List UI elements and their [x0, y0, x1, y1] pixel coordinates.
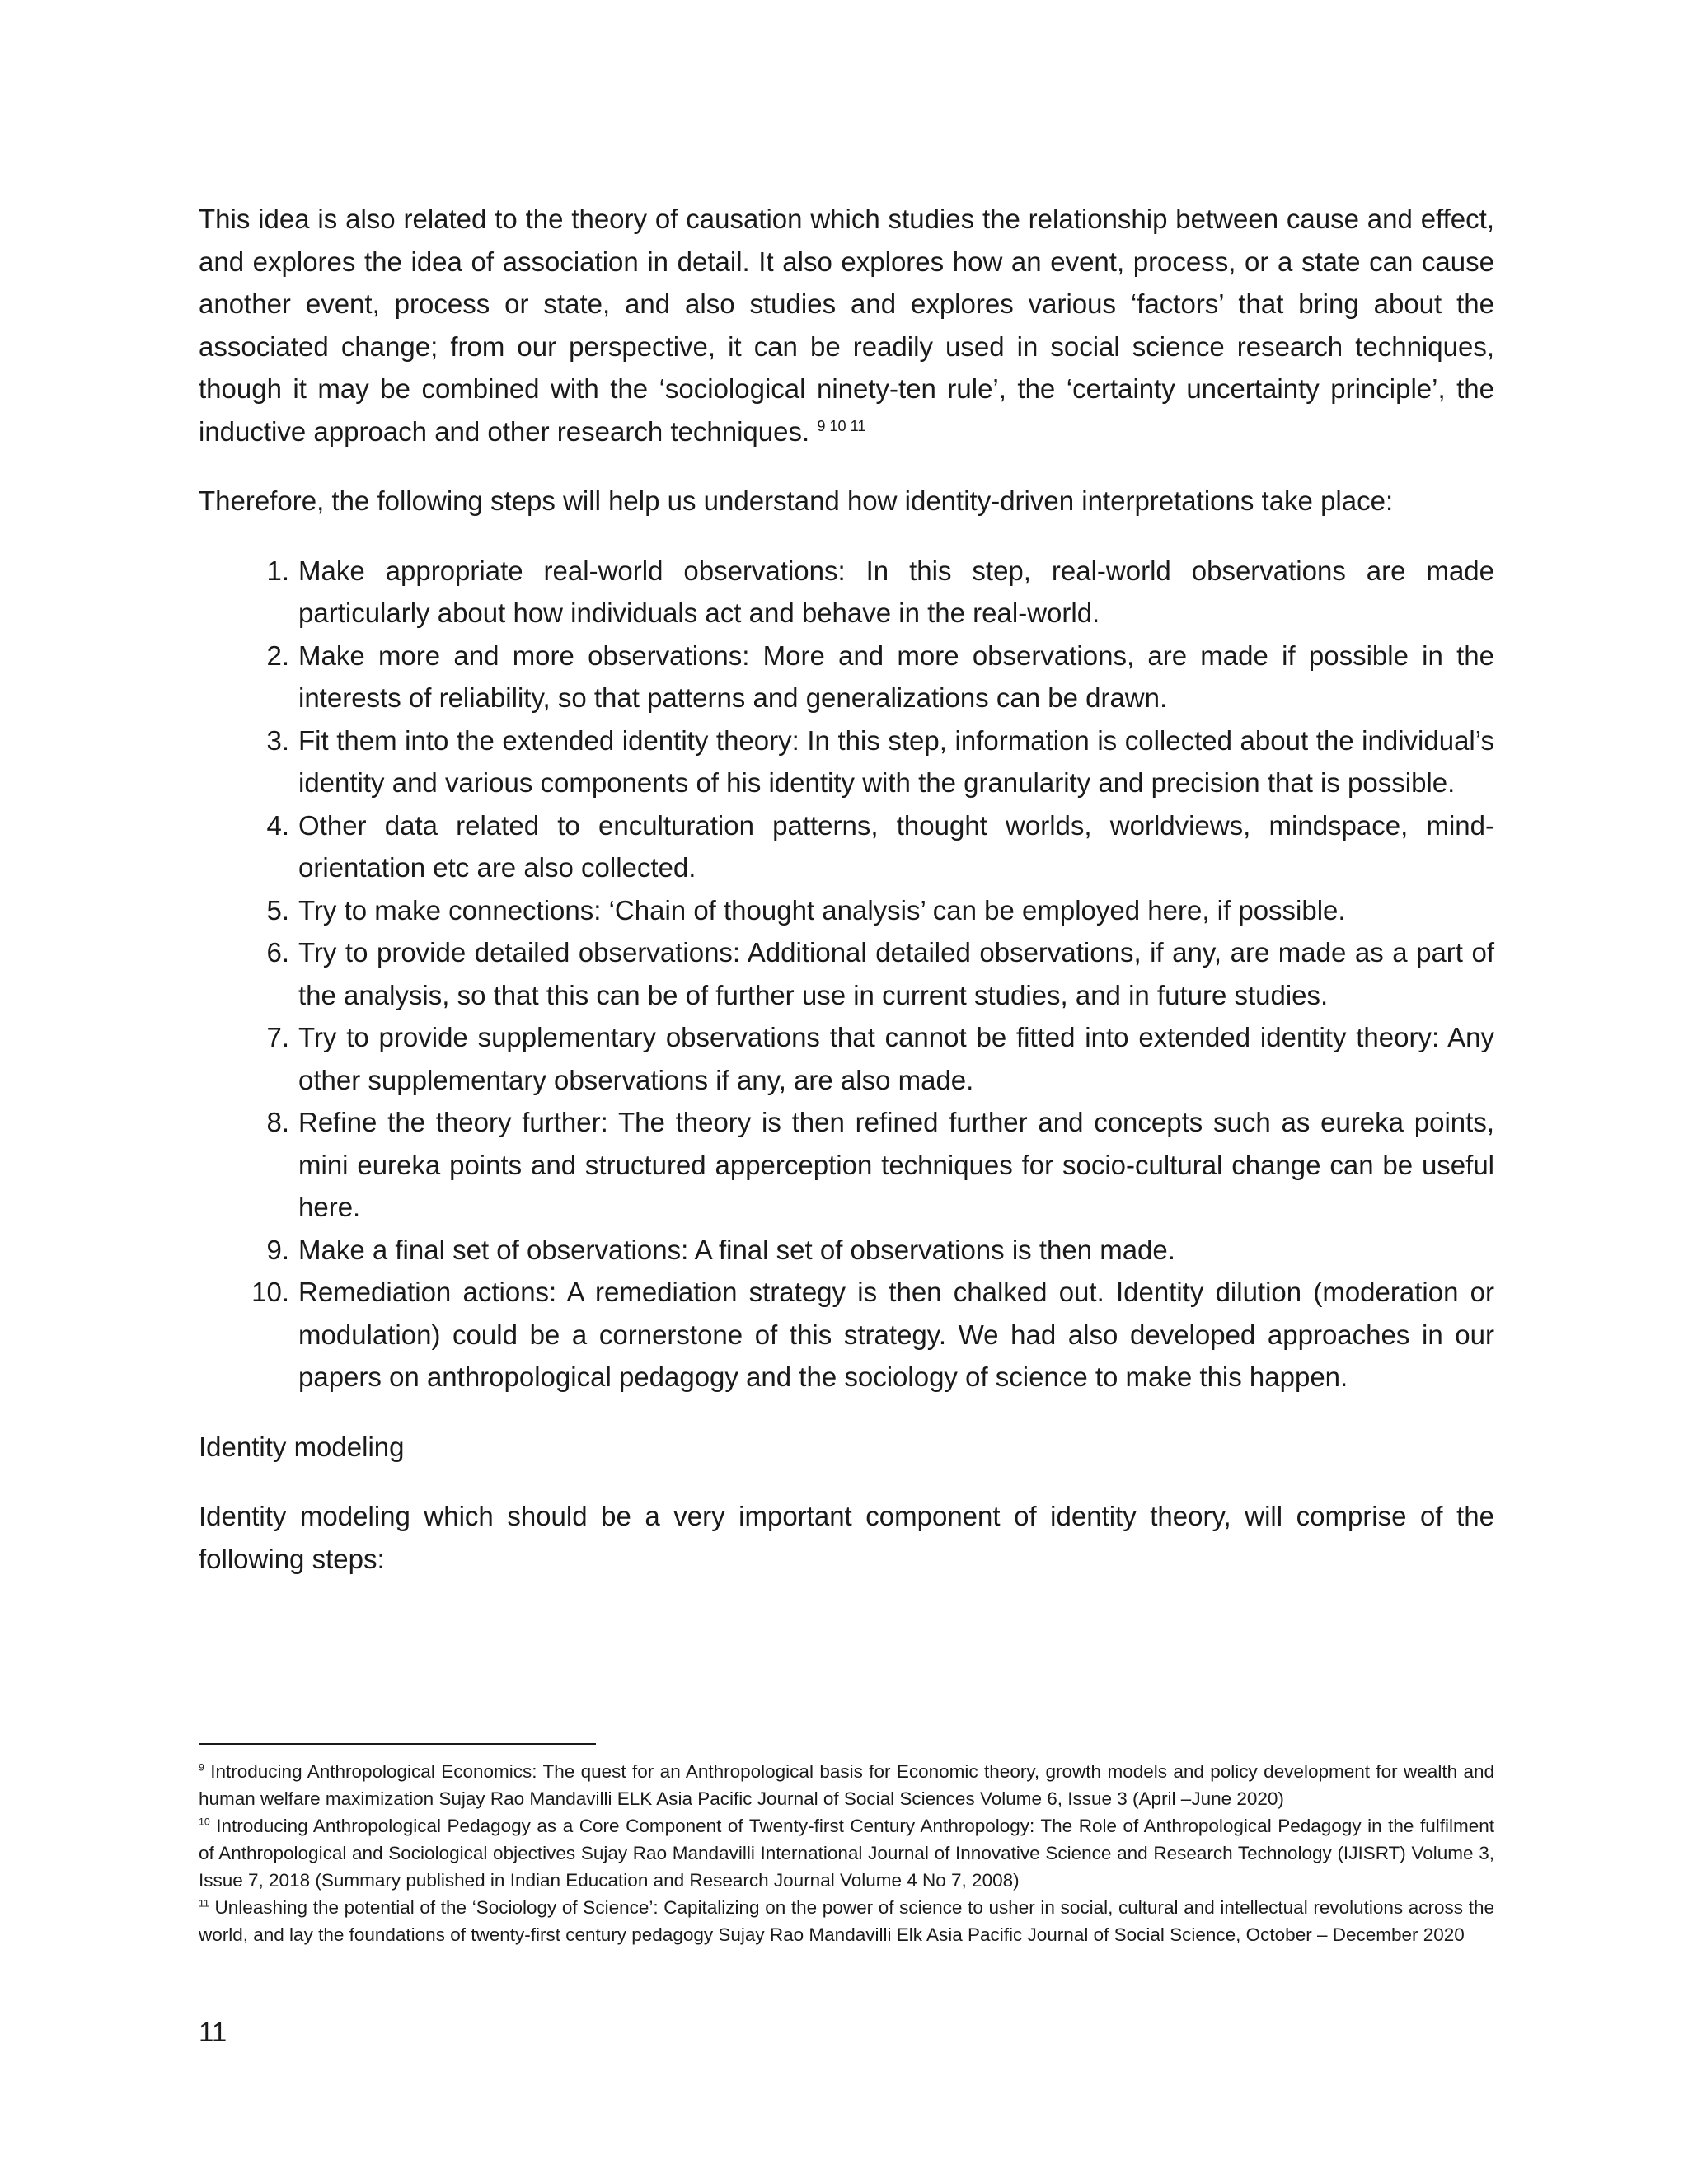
list-item-number: 9. [266, 1234, 289, 1265]
list-item-number: 7. [266, 1022, 289, 1052]
list-item-text: Make more and more observations: More and more observations, are made if possible in the interests of reliability, so that patterns and generalizations can be drawn. [298, 640, 1494, 713]
section-intro: Identity modeling which should be a very important component of identity theory, will comprise of the following steps: [199, 1501, 1494, 1574]
list-item [199, 635, 1494, 719]
list-item-text: Try to provide supplementary observations that cannot be fitted into extended identity theory: Any other supplementary observations if any, are also made. [298, 1022, 1494, 1095]
section-heading: Identity modeling [199, 1431, 405, 1462]
list-item-number: 2. [266, 640, 289, 671]
list-item [199, 719, 1494, 804]
list-item-text: Remediation actions: A remediation strategy is then chalked out. Identity dilution (moderation or modulation) could be a cornerstone of this strategy. We had also developed approaches in our papers on anthropological pedagogy and the sociology of science to make this happen. [298, 1277, 1494, 1392]
footnote-text: Introducing Anthropological Economics: The quest for an Anthropological basis for Economic theory, growth models and policy development for wealth and human welfare maximization Sujay Rao Mandavilli ELK Asia Pacific Journal of Social Sciences Volume 6, Issue 3 (April –June 2020) [199, 1761, 1494, 1809]
list-item [199, 889, 1494, 932]
list-item-text: Fit them into the extended identity theory: In this step, information is collected about the individual’s identity and various components of his identity with the granularity and precision that is possible. [298, 724, 1494, 798]
steps-list [199, 550, 1494, 1399]
list-item-text: Make a final set of observations: A final set of observations is then made. [298, 1234, 1175, 1265]
footnote-text: Unleashing the potential of the ‘Sociology of Science’: Capitalizing on the power of science to usher in social, cultural and intellectual revolutions across the world, and lay the foundations of twenty-first century pedagogy Sujay Rao Mandavilli Elk Asia Pacific Journal of Social Science, October – December 2020 [199, 1897, 1494, 1945]
list-item [199, 1229, 1494, 1272]
footnote-mark: 11 [199, 1897, 209, 1910]
paragraph-causation [199, 198, 1494, 452]
footnotes [199, 1743, 1494, 1948]
list-item [199, 1101, 1494, 1229]
footnote [199, 1758, 1494, 1812]
list-item-number: 1. [266, 555, 289, 586]
list-item-number: 3. [266, 724, 289, 756]
list-item [199, 1271, 1494, 1399]
list-item-number: 4. [266, 809, 289, 841]
list-item [199, 1016, 1494, 1101]
list-item-number: 6. [266, 937, 289, 968]
list-item-number: 5. [266, 894, 289, 926]
list-item-text: Make appropriate real-world observations: In this step, real-world observations are made particularly about how individuals act and behave in the real-world. [298, 555, 1494, 628]
list-item-text: Other data related to enculturation patterns, thought worlds, worldviews, mindspace, mind-orientation etc are also collected. [298, 809, 1494, 883]
list-item [199, 804, 1494, 889]
page-number: 11 [199, 2017, 227, 2047]
list-item-number: 8. [266, 1107, 289, 1137]
footnote-text: Introducing Anthropological Pedagogy as a Core Component of Twenty-first Century Anthropology: The Role of Anthropological Pedagogy in the fulfilment of Anthropological and Sociological objectives Sujay Rao Mandavilli International Journal of Innovative Science and Research Technology (IJISRT) Volume 3, Issue 7, 2018 (Summary published in Indian Education and Research Journal Volume 4 No 7, 2008) [199, 1816, 1494, 1891]
list-item-number: 10. [251, 1277, 289, 1307]
footnote [199, 1812, 1494, 1894]
list-item [199, 550, 1494, 635]
footnote-mark: 10 [199, 1816, 210, 1828]
document-body [199, 198, 1494, 1607]
list-item [199, 931, 1494, 1016]
footnote-mark: 9 [199, 1761, 204, 1774]
paragraph-causation-text: This idea is also related to the theory of causation which studies the relationship between cause and effect, and explores the idea of association in detail. It also explores how an event, process, or a state can cause another event, process or state, and also studies and explores various ‘factors’ that bring about the associated change; from our perspective, it can be readily used in social science research techniques, though it may be combined with the ‘sociological ninety-ten rule’, the ‘certainty uncertainty principle’, the inductive approach and other research techniques. [199, 204, 1494, 447]
footnote [199, 1894, 1494, 1948]
list-item-text: Refine the theory further: The theory is then refined further and concepts such as eureka points, mini eureka points and structured apperception techniques for socio-cultural change can be useful here. [298, 1107, 1494, 1222]
paragraph-steps-intro: Therefore, the following steps will help us understand how identity-driven interpretations take place: [199, 485, 1394, 516]
list-item-text: Try to provide detailed observations: Additional detailed observations, if any, are made as a part of the analysis, so that this can be of further use in current studies, and in future studies. [298, 937, 1494, 1010]
footnote-references[interactable]: 9 10 11 [817, 417, 866, 434]
list-item-text: Try to make connections: ‘Chain of thought analysis’ can be employed here, if possible. [298, 894, 1346, 926]
footnote-separator [199, 1743, 596, 1745]
